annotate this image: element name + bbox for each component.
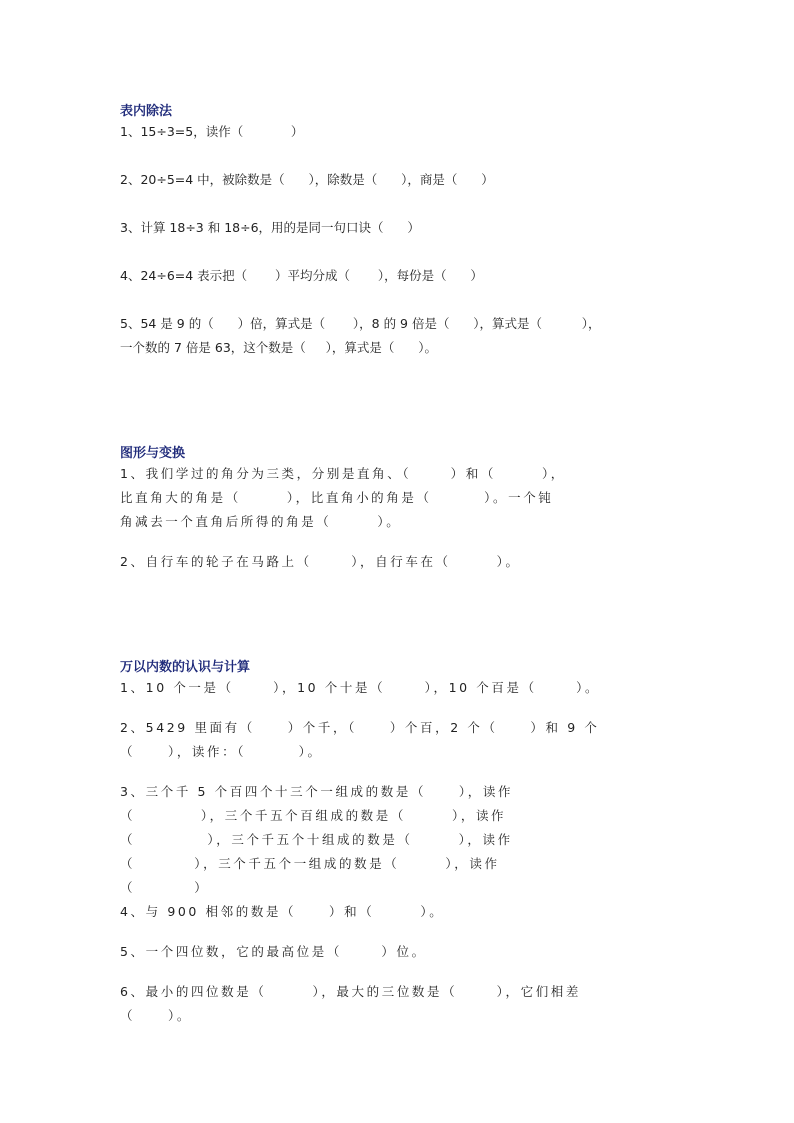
question-line: （ ），读作：（ ）。: [120, 744, 323, 759]
question-line: （ ），三个千五个十组成的数是（ ），读作: [120, 832, 513, 847]
question-line: 5、一个四位数，它的最高位是（ ）位。: [120, 944, 427, 959]
question-line: 1、15÷3=5，读作（ ）: [120, 124, 304, 139]
question-line: 1、10 个一是（ ），10 个十是（ ），10 个百是（ ）。: [120, 680, 601, 695]
question-line: （ ）。: [120, 1008, 192, 1023]
question-line: 2、20÷5=4 中，被除数是（ ），除数是（ ），商是（ ）: [120, 172, 494, 187]
section-title-shapes: 图形与变换: [120, 446, 186, 461]
question-line: （ ），三个千五个百组成的数是（ ），读作: [120, 808, 507, 823]
question-line: 4、24÷6=4 表示把（ ）平均分成（ ），每份是（ ）: [120, 268, 483, 283]
question-line: 2、5429 里面有（ ）个千，（ ）个百，2 个（ ）和 9 个: [120, 720, 600, 735]
question-line: 5、54 是 9 的（ ）倍，算式是（ ），8 的 9 倍是（ ），算式是（ ），: [120, 316, 601, 331]
question-line: 比直角大的角是（ ），比直角小的角是（ ）。一个钝: [120, 490, 554, 505]
question-line: 4、与 900 相邻的数是（ ）和（ ）。: [120, 904, 445, 919]
question-line: 1、我们学过的角分为三类，分别是直角、（ ）和（ ），: [120, 466, 566, 481]
question-line: （ ）: [120, 880, 210, 895]
section-title-numbers: 万以内数的认识与计算: [120, 660, 251, 675]
question-line: 一个数的 7 倍是 63，这个数是（ ），算式是（ ）。: [120, 340, 437, 355]
question-line: 6、最小的四位数是（ ），最大的三位数是（ ），它们相差: [120, 984, 582, 999]
question-line: 2、自行车的轮子在马路上（ ），自行车在（ ）。: [120, 554, 521, 569]
question-line: 角减去一个直角后所得的角是（ ）。: [120, 514, 402, 529]
question-line: 3、计算 18÷3 和 18÷6，用的是同一句口诀（ ）: [120, 220, 420, 235]
section-title-division: 表内除法: [120, 104, 173, 119]
question-line: （ ），三个千五个一组成的数是（ ），读作: [120, 856, 500, 871]
question-line: 3、三个千 5 个百四个十三个一组成的数是（ ），读作: [120, 784, 514, 799]
